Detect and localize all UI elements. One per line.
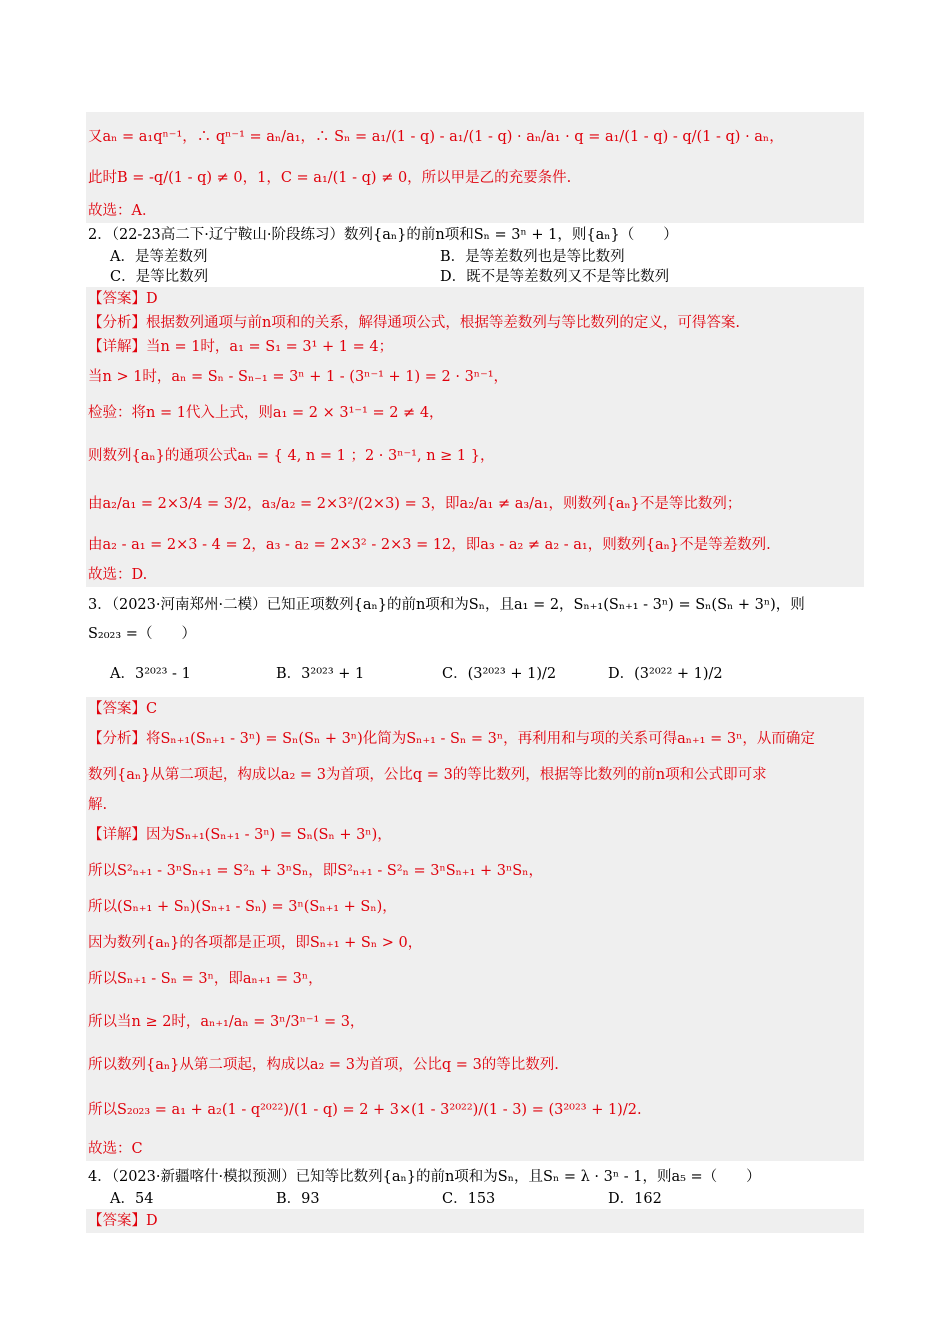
option-d: D．既不是等差数列又不是等比数列: [440, 269, 670, 285]
detail-line-2: 当n > 1时，aₙ = Sₙ - Sₙ₋₁ = 3ⁿ + 1 - (3ⁿ⁻¹ + 1) = 2 · 3ⁿ⁻¹，: [88, 369, 509, 385]
question-4-solution: [86, 1209, 864, 1233]
prev-conclusion: 故选：A．: [88, 203, 157, 219]
option-b: B．93: [276, 1191, 320, 1207]
prev-line-2: 此时B = -q/(1 - q) ≠ 0，1，C = a₁/(1 - q) ≠ 0，所以甲是乙的充要条件.: [88, 170, 572, 186]
conclusion: 故选：C: [88, 1141, 143, 1157]
detail-line-5: 所以Sₙ₊₁ - Sₙ = 3ⁿ，即aₙ₊₁ = 3ⁿ，: [88, 971, 323, 987]
detail-line-4: 则数列{aₙ}的通项公式aₙ = { 4, n = 1 ；2 · 3ⁿ⁻¹, n ≥ 1 }，: [88, 448, 495, 464]
option-c: C．153: [442, 1191, 496, 1207]
question-3-stem-cont: S₂₀₂₃ =（ ）: [88, 626, 196, 642]
question-2-stem: 2．（22-23高二下·辽宁鞍山·阶段练习）数列{aₙ}的前n项和Sₙ = 3ⁿ + 1，则{aₙ}（ ）: [88, 227, 678, 243]
option-b: B．是等差数列也是等比数列: [440, 249, 625, 265]
detail-line-3: 检验：将n = 1代入上式，则a₁ = 2 × 3¹⁻¹ = 2 ≠ 4，: [88, 405, 444, 421]
detail-line-1: 【详解】当n = 1时，a₁ = S₁ = 3¹ + 1 = 4；: [88, 339, 394, 355]
option-b: B．3²⁰²³ + 1: [276, 666, 365, 682]
question-3-solution: [86, 697, 864, 1161]
detail-line-3: 所以(Sₙ₊₁ + Sₙ)(Sₙ₊₁ - Sₙ) = 3ⁿ(Sₙ₊₁ + Sₙ)，: [88, 899, 397, 915]
prev-solution-block: [86, 112, 864, 223]
analysis-text: 【分析】根据数列通项与前n项和的关系，解得通项公式，根据等差数列与等比数列的定义，可得答案.: [88, 315, 740, 331]
detail-line-1: 【详解】因为Sₙ₊₁(Sₙ₊₁ - 3ⁿ) = Sₙ(Sₙ + 3ⁿ)，: [88, 827, 392, 843]
question-2-solution: [86, 287, 864, 587]
question-4-stem: 4．（2023·新疆喀什·模拟预测）已知等比数列{aₙ}的前n项和为Sₙ，且Sₙ = λ · 3ⁿ - 1，则a₅ =（ ）: [88, 1169, 761, 1185]
analysis-line-2: 数列{aₙ}从第二项起，构成以a₂ = 3为首项，公比q = 3的等比数列，根据等比数列的前n项和公式即可求: [88, 767, 767, 783]
detail-line-8: 所以S₂₀₂₃ = a₁ + a₂(1 - q²⁰²²)/(1 - q) = 2 + 3×(1 - 3²⁰²²)/(1 - 3) = (3²⁰²³ + 1)/2.: [88, 1102, 642, 1118]
detail-line-6: 由a₂ - a₁ = 2×3 - 4 = 2，a₃ - a₂ = 2×3² - 2×3 = 12，即a₃ - a₂ ≠ a₂ - a₁，则数列{aₙ}不是等差数列.: [88, 537, 771, 553]
option-c: C．(3²⁰²³ + 1)/2: [442, 666, 557, 682]
answer-label: 【答案】D: [88, 1213, 158, 1229]
question-3-stem: 3．（2023·河南郑州·二模）已知正项数列{aₙ}的前n项和为Sₙ，且a₁ = 2，Sₙ₊₁(Sₙ₊₁ - 3ⁿ) = Sₙ(Sₙ + 3ⁿ)，则: [88, 597, 805, 613]
conclusion: 故选：D.: [88, 567, 148, 583]
document-page: [86, 112, 864, 1233]
detail-line-2: 所以S²ₙ₊₁ - 3ⁿSₙ₊₁ = S²ₙ + 3ⁿSₙ，即S²ₙ₊₁ - S²ₙ = 3ⁿSₙ₊₁ + 3ⁿSₙ，: [88, 863, 543, 879]
option-d: D．(3²⁰²² + 1)/2: [608, 666, 723, 682]
detail-line-6: 所以当n ≥ 2时，aₙ₊₁/aₙ = 3ⁿ/3ⁿ⁻¹ = 3，: [88, 1014, 365, 1030]
option-a: A．是等差数列: [110, 249, 208, 265]
question-3-options: [86, 651, 864, 697]
answer-label: 【答案】D: [88, 291, 158, 307]
analysis-line-1: 【分析】将Sₙ₊₁(Sₙ₊₁ - 3ⁿ) = Sₙ(Sₙ + 3ⁿ)化简为Sₙ₊₁ - Sₙ = 3ⁿ，再利用和与项的关系可得aₙ₊₁ = 3ⁿ，从而确定: [88, 731, 815, 747]
analysis-line-3: 解.: [88, 797, 108, 813]
question-4-options: [86, 1189, 864, 1209]
prev-line-1: 又aₙ = a₁qⁿ⁻¹，∴ qⁿ⁻¹ = aₙ/a₁，∴ Sₙ = a₁/(1 - q) - a₁/(1 - q) · aₙ/a₁ · q = a₁/(1 - q) - q/(1 - q) · aₙ，: [88, 129, 784, 145]
option-d: D．162: [608, 1191, 662, 1207]
answer-label: 【答案】C: [88, 701, 158, 717]
option-a: A．54: [110, 1191, 154, 1207]
detail-line-7: 所以数列{aₙ}从第二项起，构成以a₂ = 3为首项，公比q = 3的等比数列.: [88, 1057, 559, 1073]
option-a: A．3²⁰²³ - 1: [110, 666, 191, 682]
detail-line-4: 因为数列{aₙ}的各项都是正项，即Sₙ₊₁ + Sₙ > 0，: [88, 935, 423, 951]
question-2-options: [86, 247, 864, 287]
option-c: C．是等比数列: [110, 269, 209, 285]
detail-line-5: 由a₂/a₁ = 2×3/4 = 3/2，a₃/a₂ = 2×3²/(2×3) = 3，即a₂/a₁ ≠ a₃/a₁，则数列{aₙ}不是等比数列；: [88, 496, 742, 512]
